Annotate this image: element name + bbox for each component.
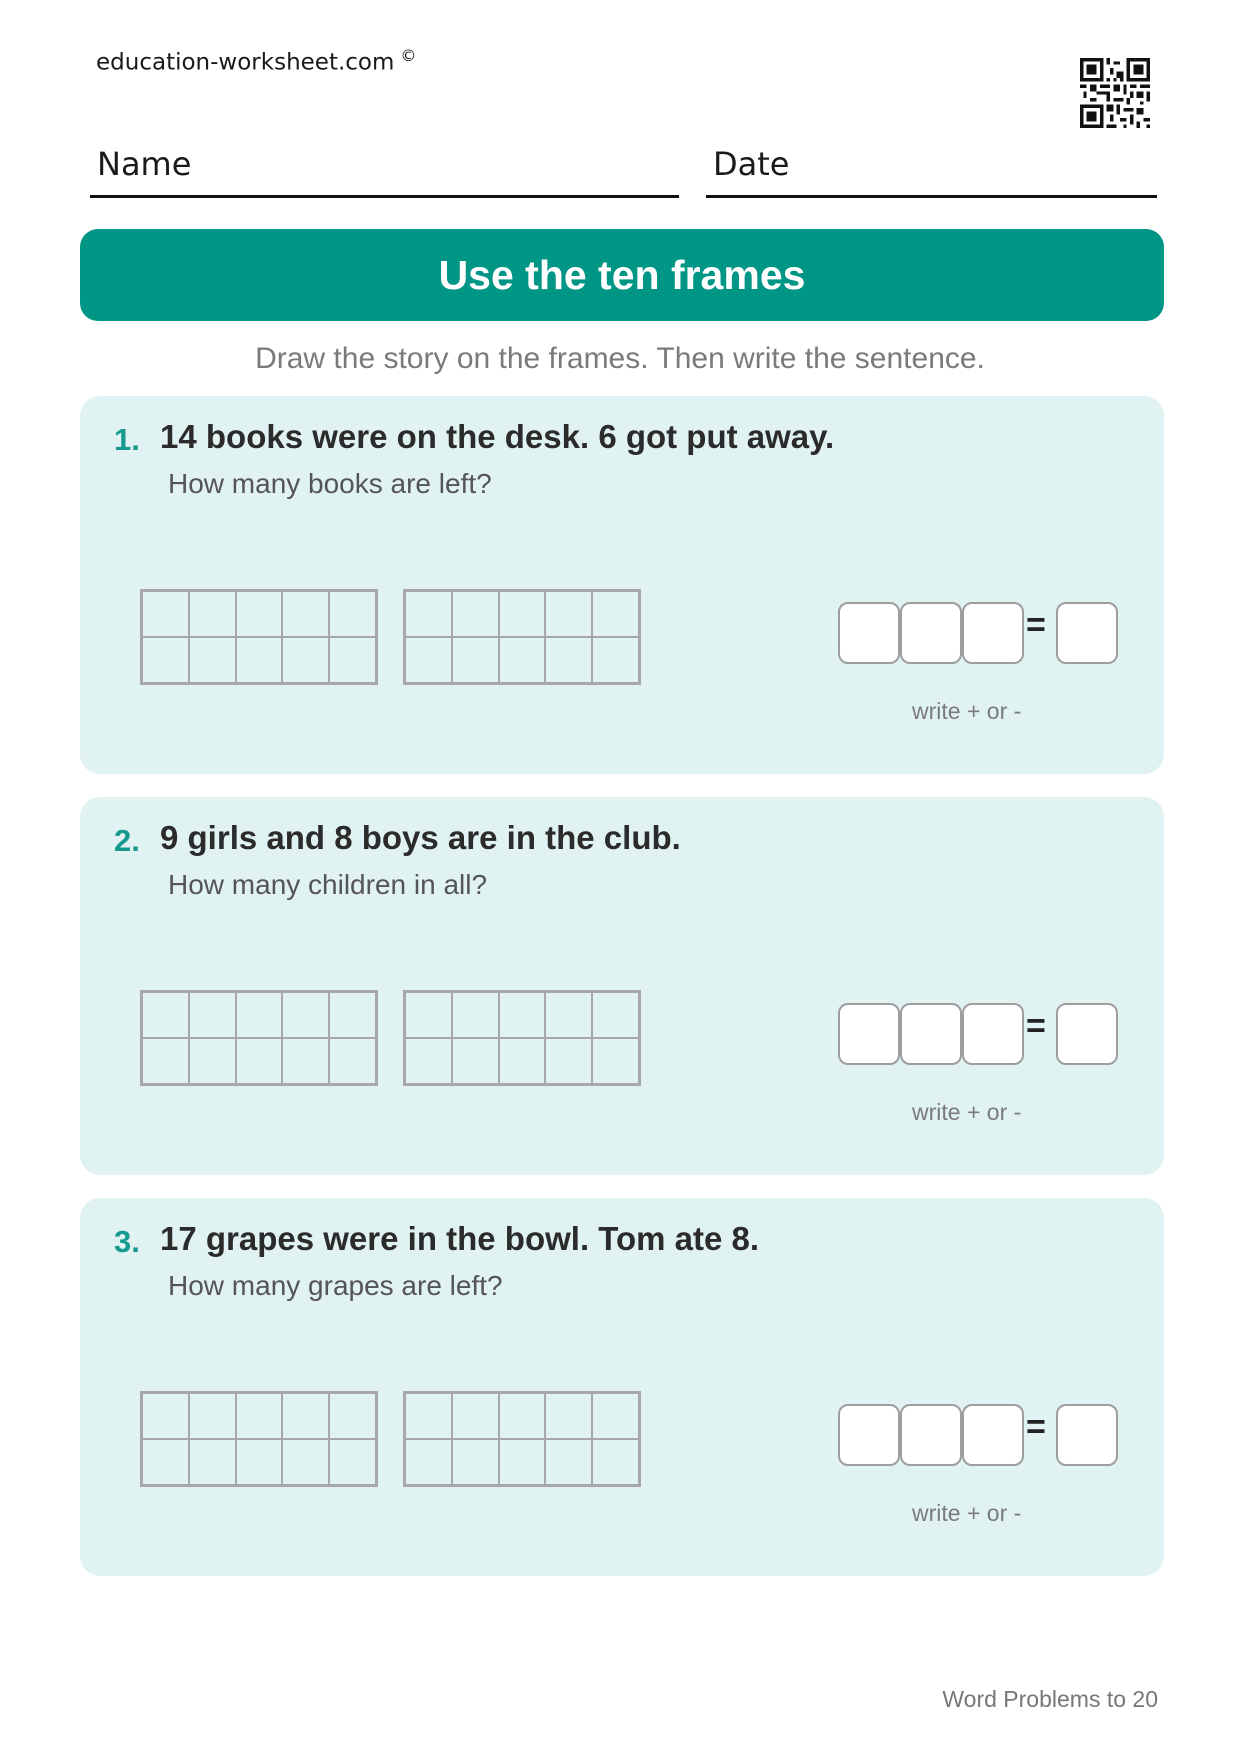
ten-frame-cell[interactable] xyxy=(282,591,329,637)
problem-question: How many grapes are left? xyxy=(168,1270,503,1301)
ten-frame-cell[interactable] xyxy=(282,637,329,683)
ten-frame-cell[interactable] xyxy=(236,1439,283,1485)
ten-frame-cell[interactable] xyxy=(236,637,283,683)
answer-box-first-number[interactable] xyxy=(838,1003,900,1065)
ten-frame-cell[interactable] xyxy=(189,637,236,683)
equals-sign: = xyxy=(1026,1007,1046,1045)
ten-frame-cell[interactable] xyxy=(592,637,639,683)
equals-sign: = xyxy=(1026,1408,1046,1446)
answer-box-operator[interactable] xyxy=(900,1003,962,1065)
ten-frame-cell[interactable] xyxy=(452,637,499,683)
ten-frame-cell[interactable] xyxy=(499,992,546,1038)
ten-frame-cell[interactable] xyxy=(142,1439,189,1485)
name-label: Name xyxy=(97,145,192,183)
ten-frame-cell[interactable] xyxy=(452,1439,499,1485)
answer-box-result[interactable] xyxy=(1056,1404,1118,1466)
ten-frame-cell[interactable] xyxy=(405,591,452,637)
problem-number: 3. xyxy=(114,1224,140,1259)
ten-frame-cell[interactable] xyxy=(236,591,283,637)
ten-frame-cell[interactable] xyxy=(405,1439,452,1485)
ten-frame-cell[interactable] xyxy=(499,1439,546,1485)
ten-frame-cell[interactable] xyxy=(142,591,189,637)
ten-frame-cell[interactable] xyxy=(189,1393,236,1439)
ten-frame-cell[interactable] xyxy=(189,992,236,1038)
ten-frame-cell[interactable] xyxy=(452,591,499,637)
equals-sign: = xyxy=(1026,606,1046,644)
ten-frame-cell[interactable] xyxy=(282,1393,329,1439)
ten-frame-cell[interactable] xyxy=(329,591,376,637)
number-sentence xyxy=(838,602,1138,662)
answer-box-second-number[interactable] xyxy=(962,602,1024,664)
site-brand xyxy=(96,46,416,76)
problem-number: 1. xyxy=(114,422,140,457)
copyright-symbol: © xyxy=(400,46,417,65)
site-name: education-worksheet.com xyxy=(96,49,395,76)
answer-box-first-number[interactable] xyxy=(838,602,900,664)
ten-frame-cell[interactable] xyxy=(189,591,236,637)
footer-label: Word Problems to 20 xyxy=(942,1686,1158,1712)
ten-frame-cell[interactable] xyxy=(405,1038,452,1084)
ten-frame-cell[interactable] xyxy=(452,992,499,1038)
ten-frame-cell[interactable] xyxy=(236,992,283,1038)
ten-frame-cell[interactable] xyxy=(142,992,189,1038)
ten-frame-cell[interactable] xyxy=(236,1038,283,1084)
ten-frame-cell[interactable] xyxy=(592,992,639,1038)
ten-frame-cell[interactable] xyxy=(329,1393,376,1439)
ten-frame-cell[interactable] xyxy=(499,1393,546,1439)
answer-box-second-number[interactable] xyxy=(962,1404,1024,1466)
operator-hint: write + or - xyxy=(912,698,1022,724)
problem-story: 14 books were on the desk. 6 got put away. xyxy=(160,418,835,455)
ten-frame-cell[interactable] xyxy=(329,992,376,1038)
qr-code-icon xyxy=(1080,58,1150,128)
ten-frame-cell[interactable] xyxy=(545,1439,592,1485)
problem-story: 17 grapes were in the bowl. Tom ate 8. xyxy=(160,1220,760,1257)
answer-box-operator[interactable] xyxy=(900,1404,962,1466)
ten-frame-cell[interactable] xyxy=(545,1393,592,1439)
ten-frame[interactable] xyxy=(403,990,641,1086)
ten-frame-cell[interactable] xyxy=(405,992,452,1038)
worksheet-title: Use the ten frames xyxy=(80,229,1164,321)
ten-frame-cell[interactable] xyxy=(329,1038,376,1084)
ten-frame-cell[interactable] xyxy=(405,637,452,683)
operator-hint: write + or - xyxy=(912,1099,1022,1125)
answer-box-operator[interactable] xyxy=(900,602,962,664)
name-field[interactable] xyxy=(90,140,679,198)
ten-frame[interactable] xyxy=(140,589,378,685)
ten-frame-cell[interactable] xyxy=(189,1038,236,1084)
ten-frame-cell[interactable] xyxy=(142,1393,189,1439)
problem-card xyxy=(80,396,1164,774)
ten-frame[interactable] xyxy=(140,990,378,1086)
problem-question: How many books are left? xyxy=(168,468,492,499)
ten-frame-cell[interactable] xyxy=(545,992,592,1038)
problem-question: How many children in all? xyxy=(168,869,488,900)
answer-box-result[interactable] xyxy=(1056,1003,1118,1065)
date-label: Date xyxy=(713,145,790,183)
ten-frame-cell[interactable] xyxy=(329,637,376,683)
ten-frame[interactable] xyxy=(403,589,641,685)
ten-frame-cell[interactable] xyxy=(282,992,329,1038)
answer-box-second-number[interactable] xyxy=(962,1003,1024,1065)
number-sentence xyxy=(838,1003,1138,1063)
ten-frame[interactable] xyxy=(140,1391,378,1487)
ten-frame-cell[interactable] xyxy=(189,1439,236,1485)
ten-frame-cell[interactable] xyxy=(545,1038,592,1084)
ten-frame-cell[interactable] xyxy=(452,1393,499,1439)
ten-frame-cell[interactable] xyxy=(282,1038,329,1084)
date-field[interactable] xyxy=(706,140,1157,198)
problem-card xyxy=(80,1198,1164,1576)
ten-frame[interactable] xyxy=(403,1391,641,1487)
ten-frame-cell[interactable] xyxy=(545,637,592,683)
ten-frame-cell[interactable] xyxy=(592,591,639,637)
ten-frame-cell[interactable] xyxy=(142,1038,189,1084)
answer-box-result[interactable] xyxy=(1056,602,1118,664)
ten-frame-cell[interactable] xyxy=(499,591,546,637)
answer-box-first-number[interactable] xyxy=(838,1404,900,1466)
ten-frame-cell[interactable] xyxy=(405,1393,452,1439)
ten-frame-cell[interactable] xyxy=(329,1439,376,1485)
operator-hint: write + or - xyxy=(912,1500,1022,1526)
ten-frame-cell[interactable] xyxy=(545,591,592,637)
ten-frame-cell[interactable] xyxy=(236,1393,283,1439)
ten-frame-cell[interactable] xyxy=(282,1439,329,1485)
instructions: Draw the story on the frames. Then write the sentence. xyxy=(255,342,985,375)
ten-frame-cell[interactable] xyxy=(592,1393,639,1439)
ten-frame-cell[interactable] xyxy=(499,637,546,683)
ten-frame-cell[interactable] xyxy=(592,1038,639,1084)
number-sentence xyxy=(838,1404,1138,1464)
ten-frame-cell[interactable] xyxy=(452,1038,499,1084)
ten-frame-cell[interactable] xyxy=(499,1038,546,1084)
ten-frame-cell[interactable] xyxy=(142,637,189,683)
ten-frame-cell[interactable] xyxy=(592,1439,639,1485)
problem-number: 2. xyxy=(114,823,140,858)
problem-card xyxy=(80,797,1164,1175)
problem-story: 9 girls and 8 boys are in the club. xyxy=(160,819,681,856)
